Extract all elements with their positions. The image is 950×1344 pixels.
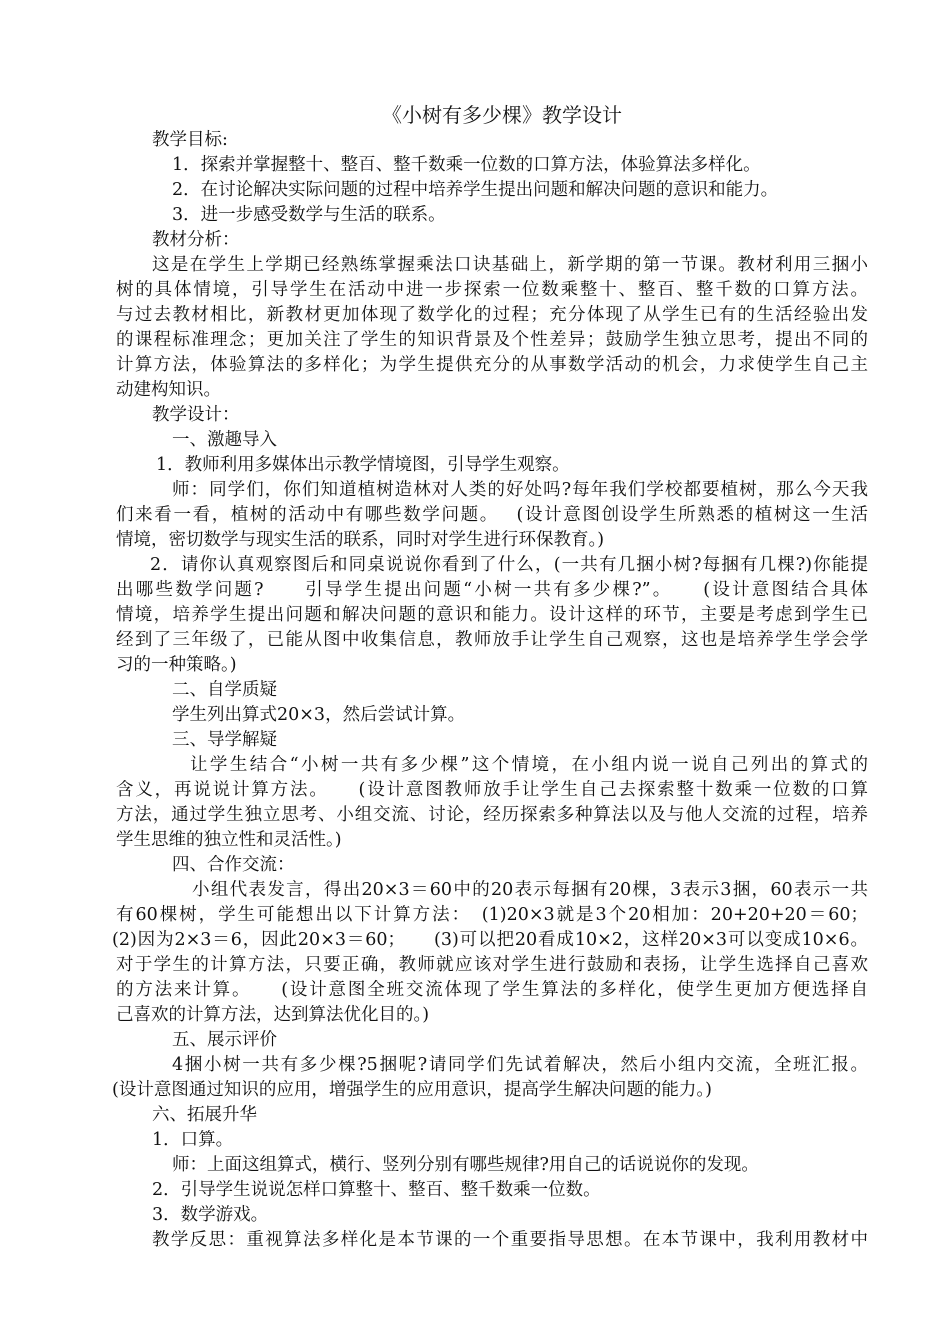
paragraph-line: 学生思维的独立性和灵活性。) [116,830,342,850]
paragraph-line: 师：上面这组算式，横行、竖列分别有哪些规律?用自己的话说说你的发现。 [172,1155,759,1175]
paragraph-line: 情境，密切数学与现实生活的联系，同时对学生进行环保教育。) [116,530,605,550]
section-heading: 六、拓展升华 [152,1105,257,1125]
document-title: 《小树有多少棵》教学设计 [382,103,622,127]
paragraph-line: 4捆小树一共有多少棵?5捆呢?请同学们先试着解决，然后小组内交流，全班汇报。 [172,1055,868,1075]
paragraph-line: 己喜欢的计算方法，达到算法优化目的。) [116,1005,430,1025]
paragraph-line: 的课程标准理念；更加关注了学生的知识背景及个性差异；鼓励学生独立思考，提出不同的 [116,330,868,350]
paragraph-line: 计算方法，体验算法的多样化；为学生提供充分的从事数学活动的机会，力求使学生自己主 [116,355,868,375]
section-heading: 四、合作交流： [172,855,295,875]
paragraph-line: 情境，培养学生提出问题和解决问题的意识和能力。设计这样的环节，主要是考虑到学生已 [116,605,868,625]
paragraph-line: 2．引导学生说说怎样口算整十、整百、整千数乘一位数。 [152,1180,601,1200]
section-heading: 一、激趣导入 [172,430,277,450]
paragraph-line: 的方法来计算。 (设计意图全班交流体现了学生算法的多样化，使学生更加方便选择自 [116,980,868,1000]
paragraph-line: 1．口算。 [152,1130,234,1150]
paragraph-line: (2)因为2×3＝6，因此20×3＝60； (3)可以把20看成10×2，这样20×3可以变成10×6。 [112,930,868,950]
paragraph-line: 经到了三年级了，已能从图中收集信息，教师放手让学生自己观察，这也是培养学生学会学 [116,630,868,650]
paragraph-line: 1．教师利用多媒体出示教学情境图，引导学生观察。 [156,455,570,475]
paragraph-line: 小组代表发言，得出20×3＝60中的20表示每捆有20棵，3表示3捆，60表示一共 [192,880,868,900]
paragraph-line: 习的一种策略。) [116,655,237,675]
paragraph-line: 1．探索并掌握整十、整百、整千数乘一位数的口算方法，体验算法多样化。 [172,155,761,175]
paragraph-line: 让学生结合“小树一共有多少棵”这个情境，在小组内说一说自己列出的算式的 [190,755,868,775]
paragraph-line: 出哪些数学问题? 引导学生提出问题“小树一共有多少棵?”。 (设计意图结合具体 [116,580,868,600]
section-heading: 二、自学质疑 [172,680,277,700]
paragraph-line: (设计意图通过知识的应用，增强学生的应用意识，提高学生解决问题的能力。) [112,1080,712,1100]
paragraph-line: 方法，通过学生独立思考、小组交流、讨论，经历探索多种算法以及与他人交流的过程，培养 [116,805,868,825]
section-heading: 三、导学解疑 [172,730,277,750]
paragraph-line: 3．数学游戏。 [152,1205,269,1225]
paragraph-line: 这是在学生上学期已经熟练掌握乘法口诀基础上，新学期的第一节课。教材利用三捆小 [152,255,868,275]
paragraph-line: 教材分析： [152,230,240,250]
paragraph-line: 对于学生的计算方法，只要正确，教师就应该对学生进行鼓励和表扬，让学生选择自己喜欢 [116,955,868,975]
paragraph-line: 含义，再说说计算方法。 (设计意图教师放手让学生自己去探索整十数乘一位数的口算 [116,780,868,800]
paragraph-line: 师：同学们，你们知道植树造林对人类的好处吗?每年我们学校都要植树，那么今天我 [172,480,868,500]
paragraph-line: 树的具体情境，引导学生在活动中进一步探索一位数乘整十、整百、整千数的口算方法。 [116,280,868,300]
paragraph-line: 2．在讨论解决实际问题的过程中培养学生提出问题和解决问题的意识和能力。 [172,180,779,200]
paragraph-line: 教学目标: [152,130,228,150]
paragraph-line: 动建构知识。 [116,380,221,400]
paragraph-line: 有60棵树，学生可能想出以下计算方法： (1)20×3就是3个20相加：20+20+20＝60； [116,905,868,925]
section-heading: 五、展示评价 [172,1030,277,1050]
paragraph-line: 与过去教材相比，新教材更加体现了数学化的过程；充分体现了从学生已有的生活经验出发 [116,305,868,325]
paragraph-line: 教学反思：重视算法多样化是本节课的一个重要指导思想。在本节课中，我利用教材中 [152,1230,868,1250]
paragraph-line: 2．请你认真观察图后和同桌说说你看到了什么，(一共有几捆小树?每捆有几棵?)你能提 [150,555,868,575]
paragraph-line: 3．进一步感受数学与生活的联系。 [172,205,446,225]
section-heading: 教学设计： [152,405,240,425]
paragraph-line: 学生列出算式20×3，然后尝试计算。 [172,705,466,725]
paragraph-line: 们来看一看，植树的活动中有哪些数学问题。 (设计意图创设学生所熟悉的植树这一生活 [116,505,868,525]
